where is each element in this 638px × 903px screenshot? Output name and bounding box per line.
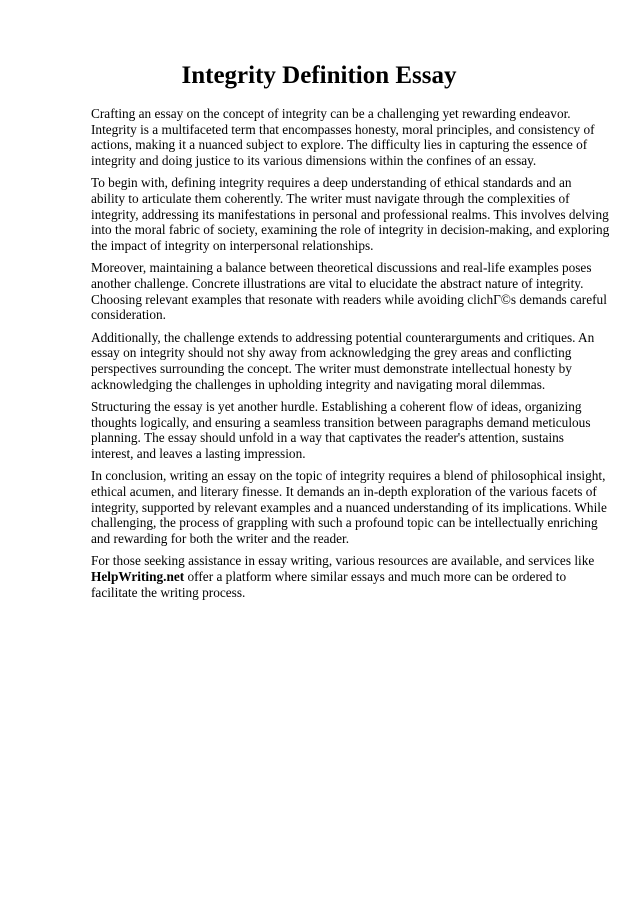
paragraph-line: essay on integrity should not shy away from acknowledging the grey areas and conflicting — [91, 345, 572, 361]
paragraph-line: Choosing relevant examples that resonate with readers while avoiding clichГ©s demands careful — [91, 291, 607, 307]
paragraph-line: facilitate the writing process. — [91, 584, 246, 600]
helpwriting-link[interactable]: HelpWriting.net — [91, 569, 185, 585]
paragraph — [91, 468, 607, 546]
paragraph — [91, 330, 603, 392]
closing-paragraph — [91, 553, 603, 600]
paragraph-line: For those seeking assistance in essay writing, various resources are available, and services like — [91, 553, 595, 569]
paragraph-line: To begin with, defining integrity requires a deep understanding of ethical standards and an — [91, 175, 572, 191]
document-body — [91, 106, 610, 607]
paragraph-line: Crafting an essay on the concept of integrity can be a challenging yet rewarding endeavor. — [91, 106, 571, 121]
paragraph-line: acknowledging the challenges in upholding integrity and navigating moral dilemmas. — [91, 376, 546, 392]
paragraph-line: Additionally, the challenge extends to addressing potential counterarguments and critiques. An — [91, 329, 595, 345]
paragraph-line: interest, and leaves a lasting impression. — [91, 445, 306, 461]
paragraph-line: In conclusion, writing an essay on the topic of integrity requires a blend of philosophical insight, — [91, 468, 606, 484]
paragraph-line: consideration. — [91, 307, 166, 323]
paragraph-line: Integrity is a multifaceted term that encompasses honesty, moral principles, and consistency of — [91, 121, 595, 137]
document-title: Integrity Definition Essay — [181, 62, 457, 89]
paragraph-line: the impact of integrity on interpersonal relationships. — [91, 237, 374, 253]
paragraph-line: challenging, the process of grappling with such a profound topic can be intellectually enriching — [91, 515, 598, 531]
paragraph — [91, 260, 607, 323]
paragraph-line: Structuring the essay is yet another hurdle. Establishing a coherent flow of ideas, organizing — [91, 399, 582, 415]
paragraph-line: Moreover, maintaining a balance between theoretical discussions and real-life examples poses — [91, 260, 592, 276]
paragraph-line: integrity, supported by relevant examples and a nuanced understanding of its implications. While — [91, 499, 607, 515]
paragraph — [91, 106, 603, 168]
paragraph-list — [91, 106, 610, 546]
paragraph — [91, 399, 603, 461]
paragraph-line-text: offer a platform where similar essays and much more can be ordered to — [184, 569, 567, 585]
paragraph-line: integrity and doing justice to its various dimensions within the confines of an essay. — [91, 152, 537, 168]
paragraph-line: ability to articulate them coherently. The writer must navigate through the complexities of — [91, 190, 570, 206]
paragraph-line: integrity, addressing its manifestations in personal and professional realms. This involves delving — [91, 206, 609, 222]
paragraph-line: ethical acumen, and literary finesse. It demands an in-depth exploration of the various facets of — [91, 484, 597, 500]
paragraph-line: into the moral fabric of society, examining the role of integrity in decision-making, and exploring — [91, 222, 610, 238]
paragraph-line — [91, 569, 603, 585]
paragraph-line: thoughts logically, and ensuring a seamless transition between paragraphs demand meticulous — [91, 414, 591, 430]
paragraph-line: another challenge. Concrete illustrations are vital to elucidate the abstract nature of integrity. — [91, 275, 584, 291]
paragraph-line: actions, making it a nuanced subject to explore. The difficulty lies in capturing the essence of — [91, 137, 588, 153]
paragraph-line: and rewarding for both the writer and the reader. — [91, 530, 350, 546]
paragraph-line: planning. The essay should unfold in a way that captivates the reader's attention, sustains — [91, 430, 564, 446]
paragraph-line: perspectives surrounding the concept. The writer must demonstrate intellectual honesty by — [91, 360, 572, 376]
paragraph — [91, 175, 610, 253]
